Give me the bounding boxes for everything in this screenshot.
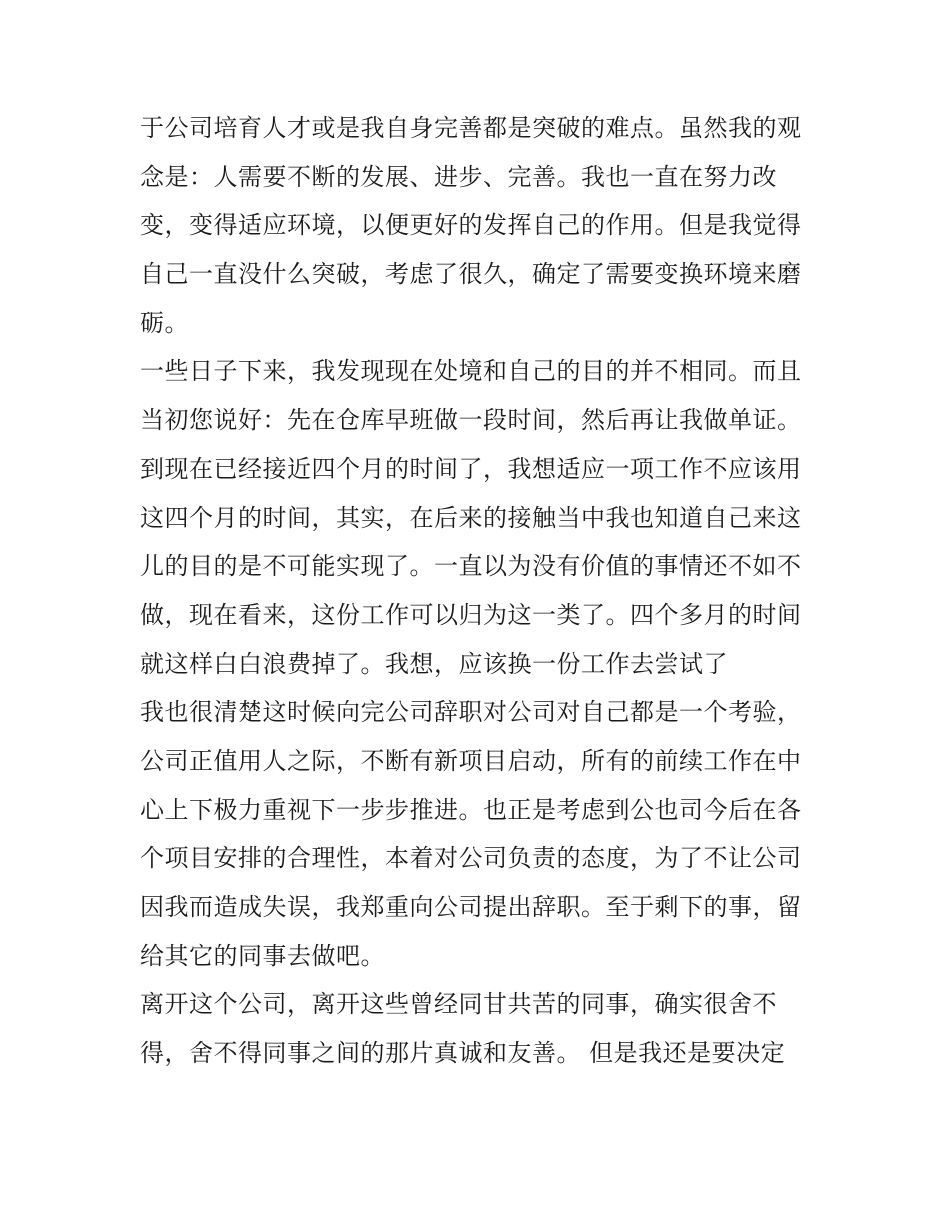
paragraph	[140, 104, 820, 347]
text-line: 因我而造成失误，我郑重向公司提出辞职。至于剩下的事，留	[140, 893, 802, 921]
text-line: 得，舍不得同事之间的那片真诚和友善。 但是我还是要决定	[140, 1039, 786, 1068]
text-line: 一些日子下来，我发现现在处境和自己的目的并不相同。而且	[140, 357, 802, 386]
text-line: 当初您说好：先在仓库早班做一段时间，然后再让我做单证。	[140, 406, 802, 435]
text-line: 自己一直没什么突破，考虑了很久，确定了需要变换环境来磨	[140, 260, 802, 289]
text-line: 砺。	[140, 308, 189, 337]
text-line: 念是：人需要不断的发展、进步、完善。我也一直在努力改	[140, 162, 777, 191]
text-line: 这四个月的时间，其实，在后来的接触当中我也知道自己来这	[140, 503, 802, 532]
text-line: 给其它的同事去做吧。	[140, 941, 385, 970]
text-line: 就这样白白浪费掉了。我想，应该换一份工作去尝试了	[140, 649, 728, 678]
text-line: 儿的目的是不可能实现了。一直以为没有价值的事情还不如不	[140, 552, 802, 581]
paragraph	[140, 347, 820, 688]
text-line: 公司正值用人之际，不断有新项目启动，所有的前续工作在中	[140, 746, 802, 775]
text-line: 个项目安排的合理性，本着对公司负责的态度，为了不让公司	[140, 844, 802, 873]
text-line: 我也很清楚这时候向完公司辞职对公司对自己都是一个考验，	[140, 698, 802, 727]
text-line: 变，变得适应环境，以便更好的发挥自己的作用。但是我觉得	[140, 211, 802, 240]
document-body	[140, 104, 820, 1078]
text-line: 心上下极力重视下一步步推进。也正是考虑到公也司今后在各	[140, 795, 802, 824]
text-line: 到现在已经接近四个月的时间了，我想适应一项工作不应该用	[140, 454, 802, 483]
paragraph	[140, 980, 820, 1077]
text-line: 做，现在看来，这份工作可以归为这一类了。四个多月的时间	[140, 600, 802, 629]
text-line: 于公司培育人才或是我自身完善都是突破的难点。虽然我的观	[140, 114, 802, 142]
paragraph	[140, 688, 820, 980]
text-line: 离开这个公司，离开这些曾经同甘共苦的同事，确实很舍不	[140, 990, 777, 1019]
